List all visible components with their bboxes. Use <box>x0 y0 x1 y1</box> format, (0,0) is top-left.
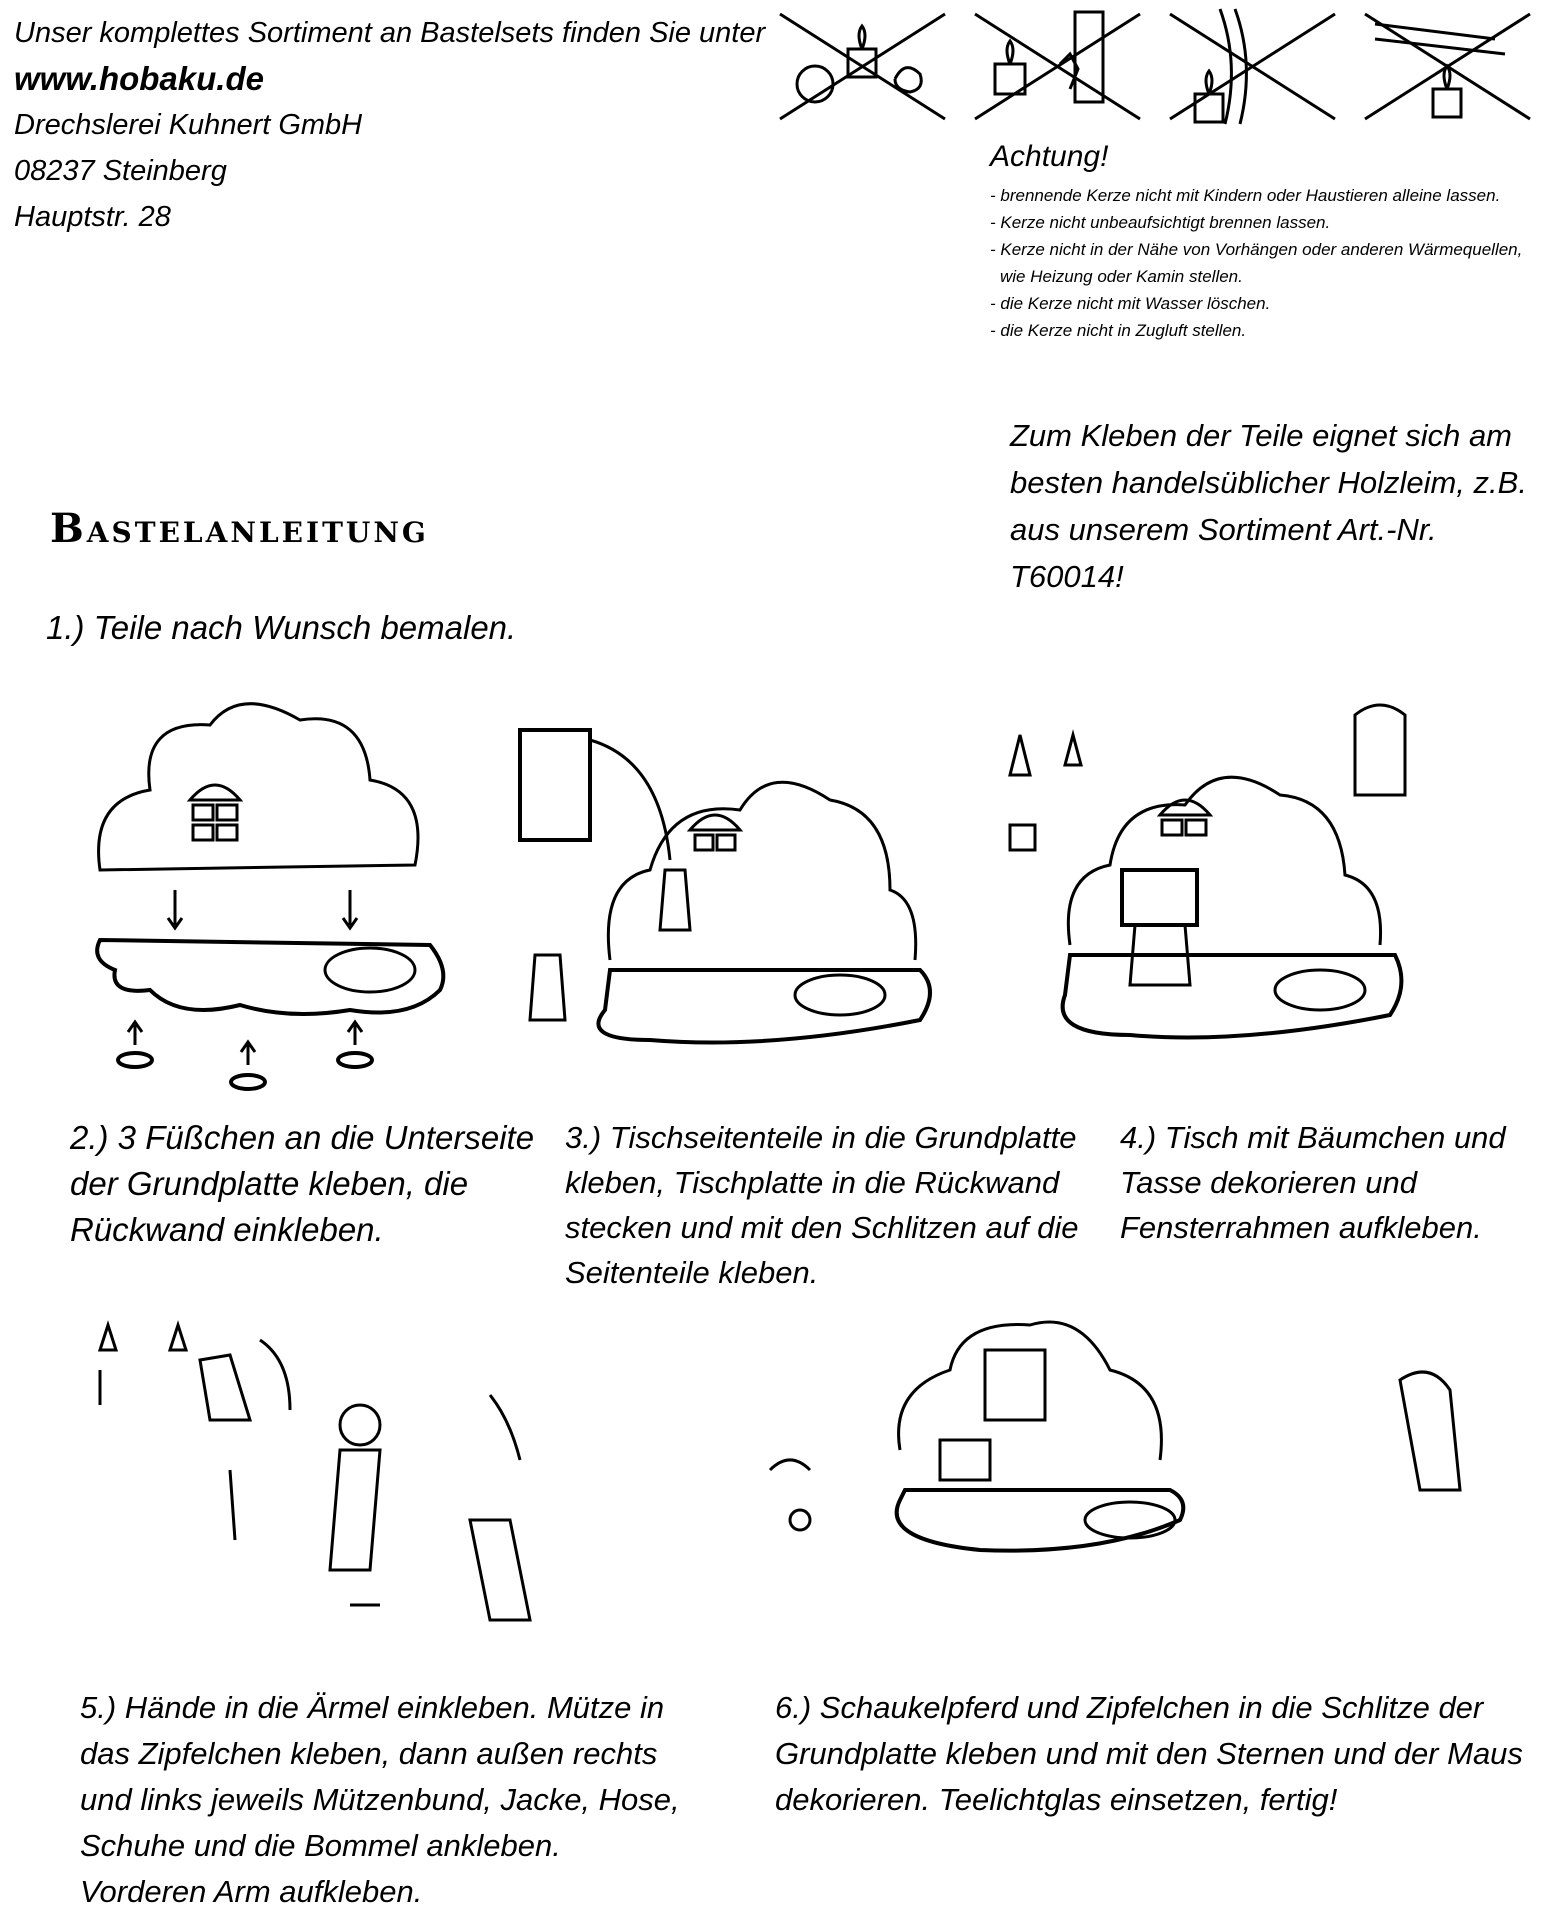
header-address <box>14 10 765 240</box>
step-4-text: 4.) Tisch mit Bäumchen und Tasse dekorieren und Fensterrahmen aufkleben. <box>1120 1120 1506 1245</box>
page-title: Bastelanleitung <box>50 505 429 552</box>
step-6-illustration <box>760 1310 1530 1610</box>
step-1-text: 1.) Teile nach Wunsch bemalen. <box>46 609 517 646</box>
header-intro: Unser komplettes Sortiment an Bastelsets finden Sie unter <box>14 17 766 49</box>
step-3-text: 3.) Tischseitenteile in die Grundplatte kleben, Tischplatte in die Rückwand stecken und mit den Schlitzen auf die Seitenteile kleben. <box>565 1120 1079 1290</box>
step-4-illustration <box>990 705 1410 1055</box>
no-children-pets-icon <box>780 14 945 119</box>
no-draft-icon <box>1365 14 1530 119</box>
glue-note: Zum Kleben der Teile eignet sich am besten handelsüblicher Holzleim, z.B. aus unserem Sortiment Art.-Nr. T60014! <box>1010 418 1527 594</box>
step-5-text: 5.) Hände in die Ärmel einkleben. Mütze in das Zipfelchen kleben, dann außen rechts und links jeweils Mützenbund, Jacke, Hose, Schuhe und die Bommel ankleben. Vorderen Arm aufkleben. <box>80 1690 680 1909</box>
company-street: Hauptstr. 28 <box>14 201 171 233</box>
step-3-illustration <box>520 720 950 1050</box>
warning-item: - brennende Kerze nicht mit Kindern oder Haustieren alleine lassen. <box>990 186 1501 205</box>
step-2-text: 2.) 3 Füßchen an die Unterseite der Grundplatte kleben, die Rückwand einkleben. <box>70 1119 535 1248</box>
warning-item: - die Kerze nicht in Zugluft stellen. <box>990 321 1247 340</box>
step-2-illustration <box>90 690 450 1100</box>
warning-item: - die Kerze nicht mit Wasser löschen. <box>990 294 1271 313</box>
company-city: 08237 Steinberg <box>14 155 227 187</box>
step-5-illustration <box>90 1320 550 1650</box>
website-link[interactable]: www.hobaku.de <box>14 60 264 97</box>
warning-list <box>990 182 1522 344</box>
warning-title: Achtung! <box>990 140 1109 173</box>
company-name: Drechslerei Kuhnert GmbH <box>14 109 363 141</box>
warning-item: - Kerze nicht unbeaufsichtigt brennen lassen. <box>990 213 1331 232</box>
no-curtains-icon <box>1170 9 1335 124</box>
warning-item: - Kerze nicht in der Nähe von Vorhängen oder anderen Wärmequellen, <box>990 240 1523 259</box>
warning-icons <box>770 4 1530 134</box>
warning-item: wie Heizung oder Kamin stellen. <box>1000 267 1243 286</box>
no-unattended-icon <box>975 12 1140 119</box>
step-6-text: 6.) Schaukelpferd und Zipfelchen in die Schlitze der Grundplatte kleben und mit den Sternen und der Maus dekorieren. Teelichtglas einsetzen, fertig! <box>775 1690 1523 1817</box>
